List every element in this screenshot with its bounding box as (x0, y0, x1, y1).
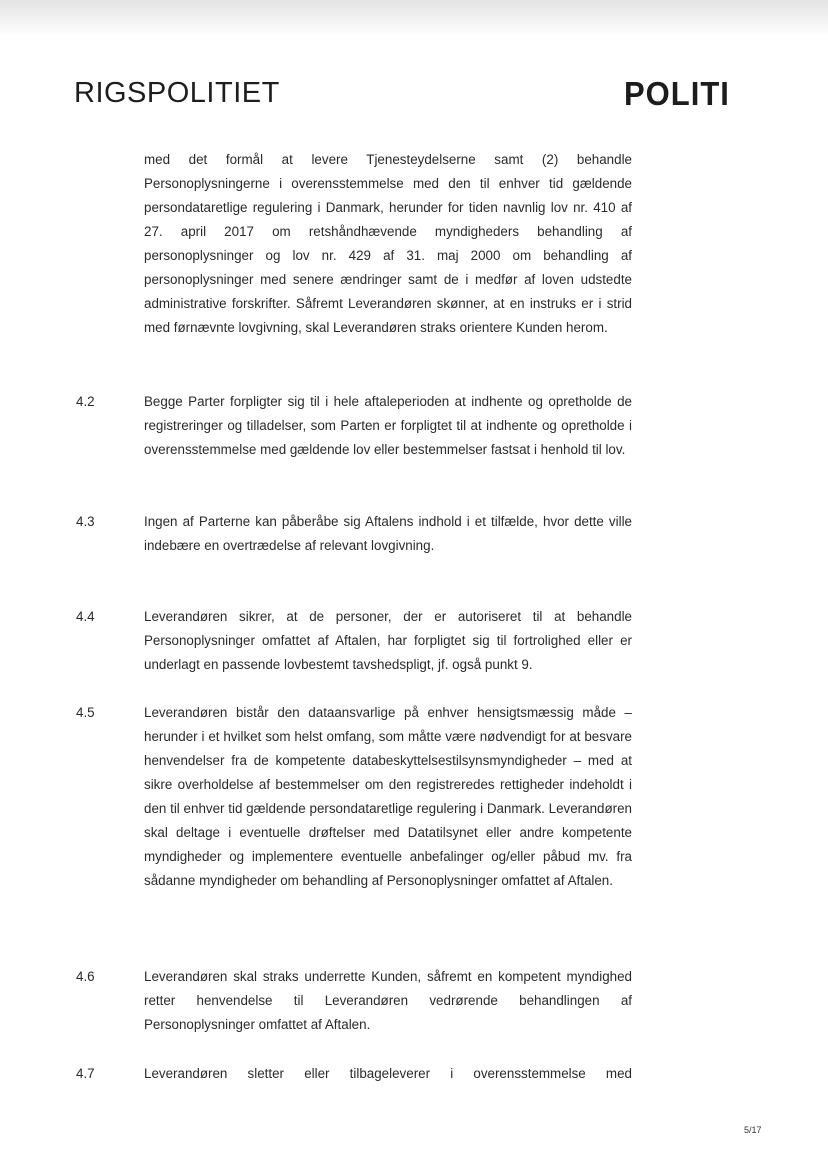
intro-paragraph: med det formål at levere Tjenesteydelserne samt (2) behandle Personoplysningerne i overensstemmelse med den til enhver tid gældende persondataretlige regulering i Danmark, herunder for tiden navnlig lov nr. 410 af 27. april 2017 om retshåndhævende myndigheders behandling af personoplysninger og lov nr. 429 af 31. maj 2000 om behandling af personoplysninger med senere ændringer samt de i medfør af loven udstedte administrative forskrifter. Såfremt Leverandøren skønner, at en instruks er i strid med førnævnte lovgivning, skal Leverandøren straks orientere Kunden herom. (144, 152, 632, 335)
section-number: 4.7 (76, 1066, 95, 1081)
org-name: RIGSPOLITIET (74, 77, 280, 109)
section-number: 4.2 (76, 394, 95, 409)
section-number: 4.3 (76, 514, 95, 529)
section-text: Ingen af Parterne kan påberåbe sig Aftalens indhold i et tilfælde, hvor dette ville indebære en overtrædelse af relevant lovgivning. (144, 514, 632, 553)
section-text: Begge Parter forpligter sig til i hele aftaleperioden at indhente og opretholde de registreringer og tilladelser, som Parten er forpligtet til at indhente og opretholde i overensstemmelse med gældende lov eller bestemmelser fastsat i henhold til lov. (144, 394, 632, 457)
section-number: 4.6 (76, 969, 95, 984)
section-text: Leverandøren sikrer, at de personer, der er autoriseret til at behandle Personoplysninger omfattet af Aftalen, har forpligtet sig til fortrolighed eller er underlagt en passende lovbestemt tavshedspligt, jf. også punkt 9. (144, 609, 632, 672)
section-number: 4.5 (76, 705, 95, 720)
section-text: Leverandøren skal straks underrette Kunden, såfremt en kompetent myndighed retter henvendelse til Leverandøren vedrørende behandlingen af Personoplysninger omfattet af Aftalen. (144, 969, 632, 1032)
politi-logo: POLITI (624, 74, 730, 113)
page-number: 5/17 (744, 1125, 762, 1135)
scan-edge (0, 0, 828, 36)
section-text: Leverandøren sletter eller tilbageleverer i overensstemmelse med (144, 1066, 632, 1081)
section-text: Leverandøren bistår den dataansvarlige på enhver hensigtsmæssig måde – herunder i et hvilket som helst omfang, som måtte være nødvendigt for at besvare henvendelser fra de kompetente databeskyttelsestilsynsmyndigheder – med at sikre overholdelse af bestemmelser om den registreredes rettigheder indeholdt i den til enhver tid gældende persondataretlige regulering i Danmark. Leverandøren skal deltage i eventuelle drøftelser med Datatilsynet eller andre kompetente myndigheder og implementere eventuelle anbefalinger og/eller påbud mv. fra sådanne myndigheder om behandling af Personoplysninger omfattet af Aftalen. (144, 705, 632, 888)
section-number: 4.4 (76, 609, 95, 624)
